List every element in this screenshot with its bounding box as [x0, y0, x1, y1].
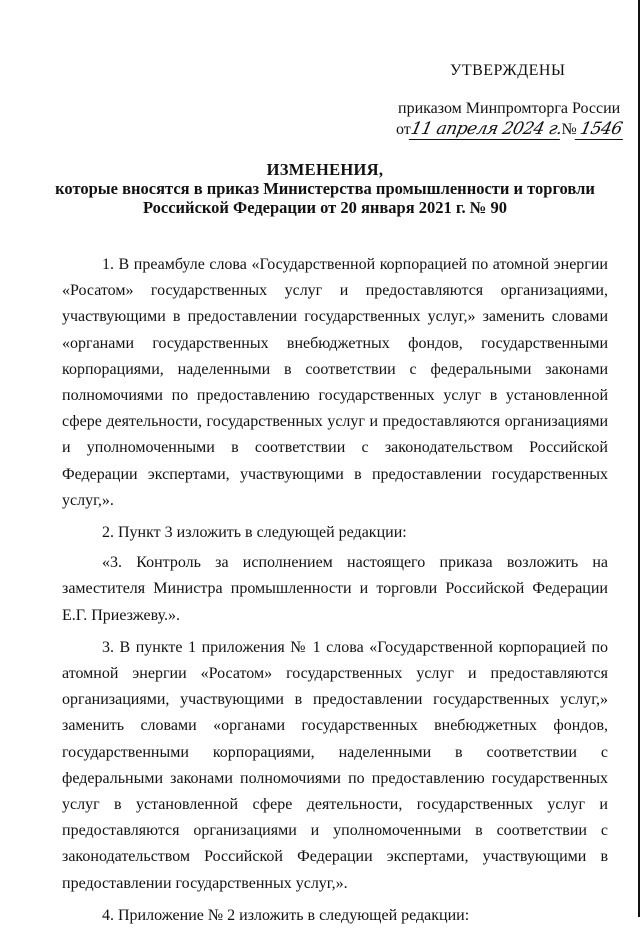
- paragraph-1: 1. В преамбуле слова «Государственной корпорацией по атомной энергии «Росатом» государственных услуг и предоставляются организациями, участвующими в предоставлении государственных услуг,» заменить словами «органами государственных внебюджетных фондов, государственными корпорациями, наделенными в соответствии с федеральными законами полномочиями по предоставлению государственных услуг в установленной сфере деятельности, государственных услуг и предоставляются организациями и уполномоченными в соответствии с законодательством Российской Федерации экспертами, участвующими в предоставлении государственных услуг,».: [62, 256, 608, 509]
- paragraph-3: «3. Контроль за исполнением настоящего приказа возложить на заместителя Министра промышленности и торговли Российской Федерации Е.Г. Приезжеву.».: [62, 554, 608, 624]
- approval-dateline: [396, 119, 625, 140]
- handwritten-date: 11 апреля 2024 г.: [408, 119, 564, 139]
- number-prefix: №: [561, 121, 577, 138]
- approval-order-by: приказом Минпромторга России: [398, 100, 621, 117]
- title-line-2: которые вносятся в приказ Министерства промышленности и торговли: [55, 179, 595, 198]
- approval-heading: УТВЕРЖДЕНЫ: [450, 62, 566, 79]
- handwritten-number: 1546: [575, 119, 627, 140]
- paragraph-5: 4. Приложение № 2 изложить в следующей редакции:: [102, 906, 470, 924]
- title-line-1: ИЗМЕНЕНИЯ,: [266, 160, 384, 179]
- date-prefix: от: [396, 121, 411, 138]
- paragraph-4: 3. В пункте 1 приложения № 1 слова «Государственной корпорацией по атомной энергии «Росатом» государственных услуг и предоставляются организациями, участвующими в предоставлении государственных услуг,» заменить словами «органами государственных внебюджетных фондов, государственными корпорациями, наделенными в соответствии с федеральными законами полномочиями по предоставлению государственных услуг в установленной сфере деятельности, государственных услуг и предоставляются организациями и уполномоченными в соответствии с законодательством Российской Федерации экспертами, участвующими в предоставлении государственных услуг,».: [62, 638, 608, 892]
- title-line-3: Российской Федерации от 20 января 2021 г. № 90: [142, 198, 507, 217]
- paragraph-2: 2. Пункт 3 изложить в следующей редакции:: [102, 524, 407, 542]
- document-body: [62, 252, 608, 935]
- document-title: [40, 160, 610, 217]
